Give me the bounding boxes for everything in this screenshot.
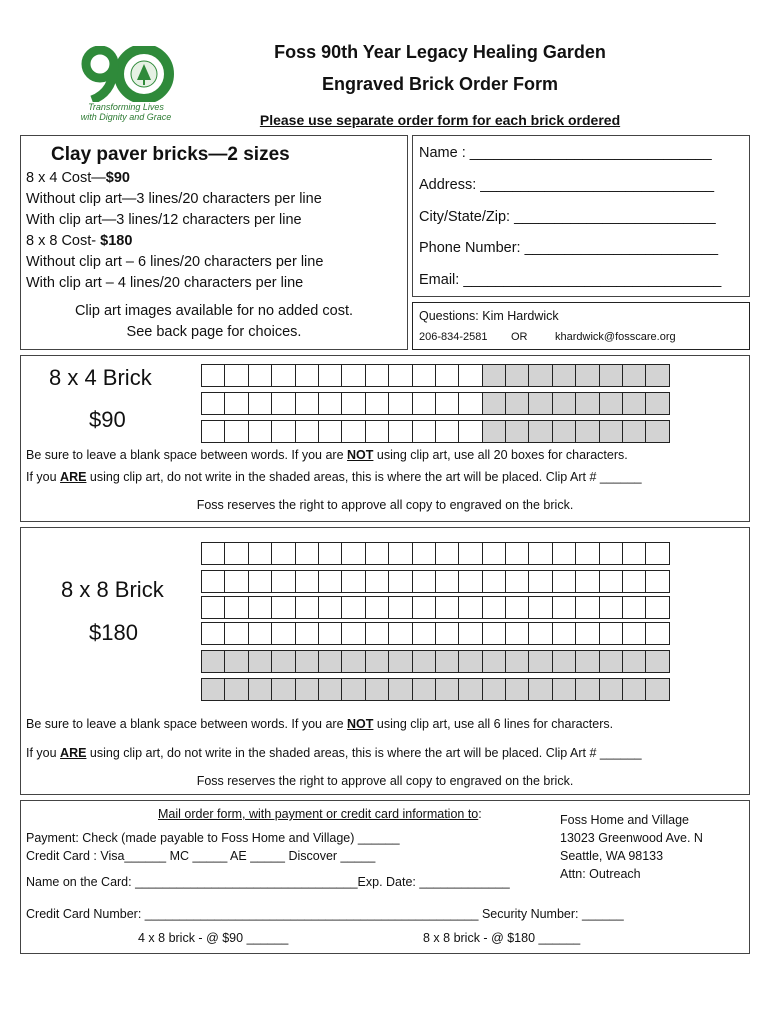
letter-box[interactable]: [505, 542, 529, 565]
letter-box[interactable]: [645, 420, 669, 443]
letter-box[interactable]: [271, 622, 295, 645]
letter-box[interactable]: [365, 622, 389, 645]
brick-8x8-price: $180: [89, 620, 138, 645]
letter-box[interactable]: [645, 622, 669, 645]
letter-box[interactable]: [552, 678, 576, 701]
letter-box[interactable]: [622, 570, 646, 593]
quantity-4x8[interactable]: 4 x 8 brick - @ $90 ______: [138, 931, 289, 945]
brick-4x8-row-1[interactable]: [202, 364, 670, 387]
letter-box[interactable]: [295, 570, 319, 593]
phone-field[interactable]: Phone Number: ________________________: [419, 240, 719, 256]
mail-address-line-4: Attn: Outreach: [560, 867, 641, 881]
letter-box[interactable]: [365, 420, 389, 443]
letter-box[interactable]: [622, 364, 646, 387]
letter-box[interactable]: [458, 392, 482, 415]
brick-4x8-row-3[interactable]: [202, 420, 670, 443]
letter-box[interactable]: [622, 420, 646, 443]
letter-box[interactable]: [645, 364, 669, 387]
letter-box[interactable]: [482, 542, 506, 565]
brick-4x8-title: 8 x 4 Brick: [49, 365, 152, 390]
brick-8x8-reserve: Foss reserves the right to approve all copy to engraved on the brick.: [196, 774, 574, 788]
clipart-note-1: Clip art images available for no added cost.: [74, 303, 354, 319]
letter-box[interactable]: [201, 364, 225, 387]
letter-box[interactable]: [412, 570, 436, 593]
city-state-zip-field[interactable]: City/State/Zip: _________________________: [419, 209, 716, 225]
letter-box[interactable]: [271, 596, 295, 619]
letter-box[interactable]: [341, 542, 365, 565]
questions-contact: Questions: Kim Hardwick: [419, 309, 559, 323]
name-on-card-line[interactable]: Name on the Card: ________________________________Exp. Date: _____________: [26, 875, 510, 889]
letter-box[interactable]: [341, 364, 365, 387]
clipart-note-2: See back page for choices.: [126, 324, 302, 340]
brick-8x8-row-5[interactable]: [202, 650, 670, 673]
email-field[interactable]: Email: ________________________________: [419, 272, 722, 288]
letter-box[interactable]: [528, 678, 552, 701]
letter-box[interactable]: [201, 420, 225, 443]
letter-box[interactable]: [482, 678, 506, 701]
payment-check-line[interactable]: Payment: Check (made payable to Foss Home and Village) ______: [26, 831, 400, 845]
letter-box[interactable]: [599, 364, 623, 387]
brick-8x8-note-1: Be sure to leave a blank space between words. If you are NOT using clip art, use all 6 lines for characters.: [26, 717, 614, 731]
quantity-8x8[interactable]: 8 x 8 brick - @ $180 ______: [423, 931, 581, 945]
mail-address-line-2: 13023 Greenwood Ave. N: [560, 831, 703, 845]
logo-tagline-2: with Dignity and Grace: [80, 112, 172, 122]
letter-box[interactable]: [388, 678, 412, 701]
letter-box[interactable]: [645, 596, 669, 619]
letter-box[interactable]: [645, 678, 669, 701]
letter-box[interactable]: [599, 570, 623, 593]
letter-box[interactable]: [528, 596, 552, 619]
letter-box[interactable]: [482, 570, 506, 593]
letter-box[interactable]: [435, 678, 459, 701]
letter-box[interactable]: [248, 650, 272, 673]
letter-box[interactable]: [412, 650, 436, 673]
letter-box[interactable]: [575, 542, 599, 565]
letter-box[interactable]: [599, 650, 623, 673]
letter-box[interactable]: [341, 678, 365, 701]
letter-box[interactable]: [575, 570, 599, 593]
letter-box[interactable]: [528, 392, 552, 415]
letter-box[interactable]: [528, 650, 552, 673]
letter-box[interactable]: [482, 392, 506, 415]
letter-box[interactable]: [505, 622, 529, 645]
letter-box[interactable]: [248, 570, 272, 593]
letter-box[interactable]: [552, 596, 576, 619]
letter-box[interactable]: [505, 570, 529, 593]
letter-box[interactable]: [622, 596, 646, 619]
instruction-line: Please use separate order form for each brick ordered: [259, 112, 621, 128]
letter-box[interactable]: [388, 392, 412, 415]
letter-box[interactable]: [224, 678, 248, 701]
letter-box[interactable]: [365, 542, 389, 565]
letter-box[interactable]: [201, 678, 225, 701]
letter-box[interactable]: [388, 596, 412, 619]
letter-box[interactable]: [271, 650, 295, 673]
letter-box[interactable]: [224, 542, 248, 565]
letter-box[interactable]: [458, 678, 482, 701]
letter-box[interactable]: [271, 392, 295, 415]
size-8x8-no-clipart: Without clip art – 6 lines/20 characters per line: [26, 254, 324, 270]
letter-box[interactable]: [318, 650, 342, 673]
size-info-box: [20, 135, 408, 350]
letter-box[interactable]: [552, 364, 576, 387]
letter-box[interactable]: [248, 420, 272, 443]
letter-box[interactable]: [458, 420, 482, 443]
letter-box[interactable]: [599, 622, 623, 645]
letter-box[interactable]: [295, 364, 319, 387]
letter-box[interactable]: [341, 622, 365, 645]
letter-box[interactable]: [224, 364, 248, 387]
letter-box[interactable]: [201, 650, 225, 673]
brick-8x8-row-3[interactable]: [202, 596, 670, 619]
letter-box[interactable]: [295, 420, 319, 443]
letter-box[interactable]: [435, 420, 459, 443]
brick-8x8-row-6[interactable]: [202, 678, 670, 701]
letter-box[interactable]: [505, 420, 529, 443]
logo-tagline-1: Transforming Lives: [88, 102, 164, 112]
brick-4x8-note-1: Be sure to leave a blank space between words. If you are NOT using clip art, use all 20 boxes for characters.: [26, 448, 628, 462]
letter-box[interactable]: [248, 392, 272, 415]
letter-box[interactable]: [365, 392, 389, 415]
letter-box[interactable]: [575, 596, 599, 619]
letter-box[interactable]: [458, 542, 482, 565]
size-8x8-clipart: With clip art – 4 lines/20 characters per line: [26, 275, 304, 291]
letter-box[interactable]: [458, 596, 482, 619]
letter-box[interactable]: [365, 678, 389, 701]
letter-box[interactable]: [295, 542, 319, 565]
brick-8x8-row-1[interactable]: [202, 542, 670, 565]
letter-box[interactable]: [435, 596, 459, 619]
letter-box[interactable]: [435, 570, 459, 593]
letter-box[interactable]: [318, 622, 342, 645]
letter-box[interactable]: [412, 678, 436, 701]
letter-box[interactable]: [435, 392, 459, 415]
letter-box[interactable]: [435, 650, 459, 673]
contact-info-box: [412, 135, 750, 297]
letter-box[interactable]: [505, 650, 529, 673]
letter-box[interactable]: [622, 622, 646, 645]
letter-box[interactable]: [248, 678, 272, 701]
brick-4x8-price: $90: [89, 407, 126, 432]
letter-box[interactable]: [201, 392, 225, 415]
letter-box[interactable]: [388, 622, 412, 645]
letter-box[interactable]: [295, 596, 319, 619]
brick-4x8-note-2: If you ARE using clip art, do not write in the shaded areas, this is where the art will be placed. Clip Art # ______: [26, 470, 642, 484]
letter-box[interactable]: [224, 392, 248, 415]
letter-box[interactable]: [505, 678, 529, 701]
letter-box[interactable]: [318, 570, 342, 593]
letter-box[interactable]: [528, 420, 552, 443]
letter-box[interactable]: [365, 364, 389, 387]
card-number-line[interactable]: Credit Card Number: ________________________________________________ Security Number: ______: [26, 907, 624, 921]
letter-box[interactable]: [552, 650, 576, 673]
letter-box[interactable]: [622, 392, 646, 415]
questions-box: [412, 302, 750, 350]
letter-box[interactable]: [365, 650, 389, 673]
letter-box[interactable]: [482, 420, 506, 443]
letter-box[interactable]: [248, 596, 272, 619]
letter-box[interactable]: [528, 542, 552, 565]
letter-box[interactable]: [224, 622, 248, 645]
letter-box[interactable]: [552, 420, 576, 443]
form-title: Foss 90th Year Legacy Healing Garden: [274, 42, 606, 62]
letter-box[interactable]: [599, 420, 623, 443]
letter-box[interactable]: [295, 650, 319, 673]
letter-box[interactable]: [341, 570, 365, 593]
letter-box[interactable]: [645, 542, 669, 565]
letter-box[interactable]: [412, 420, 436, 443]
letter-box[interactable]: [318, 596, 342, 619]
letter-box[interactable]: [271, 364, 295, 387]
brick-4x8-row-2[interactable]: [202, 392, 670, 415]
letter-box[interactable]: [412, 542, 436, 565]
brick-8x8-note-2: If you ARE using clip art, do not write in the shaded areas, this is where the art will be placed. Clip Art # ______: [26, 746, 642, 760]
letter-box[interactable]: [388, 364, 412, 387]
letter-box[interactable]: [224, 596, 248, 619]
letter-box[interactable]: [575, 650, 599, 673]
letter-box[interactable]: [201, 596, 225, 619]
letter-box[interactable]: [458, 622, 482, 645]
letter-box[interactable]: [599, 678, 623, 701]
letter-box[interactable]: [412, 622, 436, 645]
letter-box[interactable]: [271, 678, 295, 701]
letter-box[interactable]: [318, 392, 342, 415]
letter-box[interactable]: [552, 542, 576, 565]
letter-box[interactable]: [224, 650, 248, 673]
size-4x8-clipart: With clip art—3 lines/12 characters per line: [26, 212, 302, 228]
letter-box[interactable]: [388, 542, 412, 565]
mail-address-line-3: Seattle, WA 98133: [560, 849, 664, 863]
letter-box[interactable]: [201, 570, 225, 593]
name-field[interactable]: Name : ______________________________: [419, 145, 712, 161]
size-4x8-cost: 8 x 4 Cost—$90: [26, 170, 130, 186]
letter-box[interactable]: [575, 420, 599, 443]
letter-box[interactable]: [599, 596, 623, 619]
letter-box[interactable]: [482, 650, 506, 673]
letter-box[interactable]: [435, 542, 459, 565]
letter-box[interactable]: [248, 622, 272, 645]
letter-box[interactable]: [224, 570, 248, 593]
logo-graphic: [78, 46, 174, 102]
letter-box[interactable]: [458, 364, 482, 387]
letter-box[interactable]: [622, 542, 646, 565]
letter-box[interactable]: [201, 542, 225, 565]
foss-90-logo: [78, 46, 174, 128]
letter-box[interactable]: [482, 596, 506, 619]
letter-box[interactable]: [552, 570, 576, 593]
mail-address-line-1: Foss Home and Village: [560, 813, 690, 827]
letter-box[interactable]: [575, 364, 599, 387]
letter-box[interactable]: [388, 420, 412, 443]
letter-box[interactable]: [295, 392, 319, 415]
letter-box[interactable]: [295, 678, 319, 701]
letter-box[interactable]: [645, 650, 669, 673]
letter-box[interactable]: [575, 622, 599, 645]
sizes-heading: Clay paver bricks—2 sizes: [51, 144, 290, 165]
letter-box[interactable]: [341, 420, 365, 443]
letter-box[interactable]: [412, 364, 436, 387]
letter-box[interactable]: [458, 650, 482, 673]
brick-8x8-title: 8 x 8 Brick: [61, 577, 164, 602]
letter-box[interactable]: [435, 622, 459, 645]
credit-card-type-line[interactable]: Credit Card : Visa______ MC _____ AE _____ Discover _____: [26, 849, 376, 863]
letter-box[interactable]: [528, 570, 552, 593]
letter-box[interactable]: [388, 570, 412, 593]
letter-box[interactable]: [528, 622, 552, 645]
letter-box[interactable]: [365, 570, 389, 593]
letter-box[interactable]: [341, 392, 365, 415]
letter-box[interactable]: [271, 542, 295, 565]
letter-box[interactable]: [248, 542, 272, 565]
letter-box[interactable]: [224, 420, 248, 443]
letter-box[interactable]: [482, 364, 506, 387]
mail-instruction: Mail order form, with payment or credit card information to:: [158, 807, 482, 821]
size-4x8-no-clipart: Without clip art—3 lines/20 characters per line: [26, 191, 322, 207]
letter-box[interactable]: [388, 650, 412, 673]
letter-box[interactable]: [505, 364, 529, 387]
size-8x8-cost: 8 x 8 Cost- $180: [26, 233, 133, 249]
letter-box[interactable]: [552, 392, 576, 415]
questions-or: OR: [511, 331, 528, 343]
letter-box[interactable]: [271, 570, 295, 593]
letter-box[interactable]: [435, 364, 459, 387]
letter-box[interactable]: [318, 420, 342, 443]
form-subtitle: Engraved Brick Order Form: [321, 74, 559, 94]
letter-box[interactable]: [622, 678, 646, 701]
questions-email[interactable]: khardwick@fosscare.org: [555, 331, 676, 343]
letter-box[interactable]: [318, 364, 342, 387]
brick-8x8-row-4[interactable]: [202, 622, 670, 645]
questions-phone: 206-834-2581: [419, 331, 488, 343]
brick-8x8-row-2[interactable]: [202, 570, 670, 593]
letter-box[interactable]: [248, 364, 272, 387]
address-field[interactable]: Address: _____________________________: [419, 177, 715, 193]
letter-box[interactable]: [575, 392, 599, 415]
letter-box[interactable]: [412, 596, 436, 619]
letter-box[interactable]: [622, 650, 646, 673]
letter-box[interactable]: [318, 678, 342, 701]
letter-box[interactable]: [458, 570, 482, 593]
letter-box[interactable]: [505, 596, 529, 619]
payment-section: [20, 800, 750, 954]
letter-box[interactable]: [341, 650, 365, 673]
letter-box[interactable]: [295, 622, 319, 645]
letter-box[interactable]: [575, 678, 599, 701]
letter-box[interactable]: [365, 596, 389, 619]
letter-box[interactable]: [341, 596, 365, 619]
letter-box[interactable]: [599, 392, 623, 415]
letter-box[interactable]: [528, 364, 552, 387]
letter-box[interactable]: [482, 622, 506, 645]
letter-box[interactable]: [412, 392, 436, 415]
letter-box[interactable]: [318, 542, 342, 565]
letter-box[interactable]: [645, 570, 669, 593]
letter-box[interactable]: [505, 392, 529, 415]
letter-box[interactable]: [599, 542, 623, 565]
letter-box[interactable]: [201, 622, 225, 645]
brick-4x8-reserve: Foss reserves the right to approve all copy to engraved on the brick.: [196, 498, 574, 512]
letter-box[interactable]: [271, 420, 295, 443]
letter-box[interactable]: [552, 622, 576, 645]
letter-box[interactable]: [645, 392, 669, 415]
